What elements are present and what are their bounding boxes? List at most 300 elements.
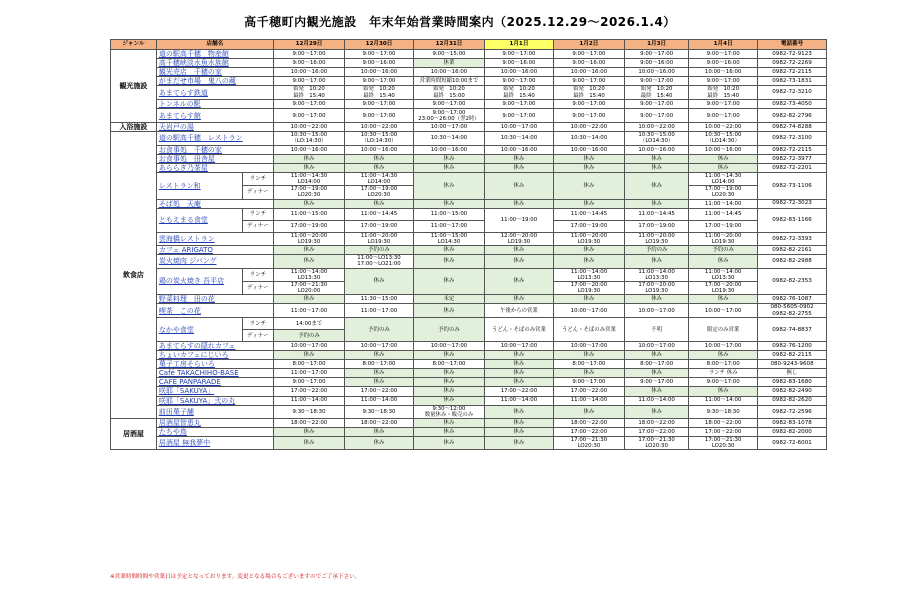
hours-cell: 10:00～16:00 xyxy=(553,145,624,154)
hours-cell: 11:00～14:30 LO14:00 xyxy=(689,172,758,185)
dinner-label: ディナー xyxy=(242,281,273,294)
hours-cell: 17:00～19:00 xyxy=(624,220,688,232)
phone-number: 0982-82-2115 xyxy=(758,351,827,360)
phone-number: 080-9243-9608 xyxy=(758,360,827,369)
phone-number: 0982-82-2620 xyxy=(758,396,827,405)
hours-cell: 10:00～17:00 xyxy=(624,342,688,351)
hours-cell: 10:00～22:00 xyxy=(553,123,624,132)
phone-number: 0982-72-3393 xyxy=(758,232,827,245)
hours-cell: 休み xyxy=(553,199,624,208)
hours-cell: 休み xyxy=(273,295,344,304)
table-row xyxy=(111,59,827,68)
hours-cell: 10:00～16:00 xyxy=(273,68,344,77)
hours-cell: 10:00～16:00 xyxy=(273,145,344,154)
hours-cell: 17:00～21:30 LO20:30 xyxy=(624,437,688,450)
hours-cell: 9:00～17:00 xyxy=(273,50,344,59)
table-row xyxy=(111,255,827,268)
hours-cell: 休み xyxy=(413,246,484,255)
hours-cell: 17:00～20:00 LO19:30 xyxy=(624,281,688,294)
store-name[interactable]: 高千穂峡淡水魚水族館 xyxy=(156,59,273,68)
store-name[interactable]: 居酒屋智恵丸 xyxy=(156,418,273,427)
hours-cell: 9:00～17:00 xyxy=(624,100,688,109)
hours-cell: 17:00～19:00 LO20:30 xyxy=(689,186,758,199)
hours-cell: 休み xyxy=(624,295,688,304)
store-name[interactable]: CAFÉ PANPARADE xyxy=(156,378,273,387)
hours-cell: うどん・そばのみ営業 xyxy=(553,318,624,342)
hours-cell: 始発 10:20 最終 15:40 xyxy=(689,86,758,100)
phone-number: 0982-72-3977 xyxy=(758,154,827,163)
hours-table xyxy=(110,39,827,450)
phone-number: 無し xyxy=(758,369,827,378)
hours-cell: 休み xyxy=(689,295,758,304)
genre-label: 飲食店 xyxy=(111,132,157,419)
hours-cell: 休み xyxy=(485,295,554,304)
hours-cell: 10:00～17:00 xyxy=(413,123,484,132)
phone-number: 0982-83-1166 xyxy=(758,208,827,232)
table-row xyxy=(111,163,827,172)
hours-cell: 10:00～17:00 xyxy=(553,304,624,318)
hours-cell: 休み xyxy=(413,172,484,199)
hours-cell: 休み xyxy=(689,387,758,396)
hours-cell: 10:00～16:00 xyxy=(345,145,414,154)
header-dec29: 12月29日 xyxy=(273,40,344,50)
hours-cell: 予約のみ xyxy=(689,246,758,255)
phone-number: 0982-82-2000 xyxy=(758,428,827,437)
hours-cell: 11:00～17:00 xyxy=(273,369,344,378)
hours-cell: 11:00～14:00 xyxy=(689,396,758,405)
hours-cell: 11:00～20:00 LO19:30 xyxy=(553,232,624,245)
hours-cell: 9:00～16:00 xyxy=(345,59,414,68)
phone-number: 0982-82-2353 xyxy=(758,268,827,295)
hours-cell: 8:00～17:00 xyxy=(345,360,414,369)
hours-cell: 17:00～22:00 xyxy=(345,387,414,396)
store-name[interactable]: 菓子工房そらいろ xyxy=(156,360,273,369)
hours-cell: 9:00～17:00 xyxy=(553,109,624,123)
hours-cell: 休み xyxy=(345,154,414,163)
hours-cell: 休み xyxy=(485,255,554,268)
hours-cell: 17:00～19:00 LO20:30 xyxy=(273,186,344,199)
hours-cell: 17:00～20:00 LO19:30 xyxy=(689,281,758,294)
hours-cell: 休み xyxy=(485,199,554,208)
hours-cell: 休み xyxy=(413,304,484,318)
table-row xyxy=(111,145,827,154)
hours-cell: 始発 10:20 最終 15:00 xyxy=(413,86,484,100)
store-name[interactable]: ともえまる食堂 xyxy=(156,208,242,232)
hours-cell: 9:00～17:00 xyxy=(689,100,758,109)
hours-cell: 休み xyxy=(413,255,484,268)
hours-cell: 休み xyxy=(485,246,554,255)
hours-cell: 予約のみ xyxy=(345,318,414,342)
header-dec31: 12月31日 xyxy=(413,40,484,50)
hours-cell: 10:30～15:00 （LO:14:30） xyxy=(345,132,414,145)
phone-number: 0982-72-3023 xyxy=(758,199,827,208)
hours-cell: 9:30～18:30 xyxy=(345,405,414,418)
hours-cell: 18:00～22:00 xyxy=(689,418,758,427)
hours-cell: 18:00～22:00 xyxy=(345,418,414,427)
hours-cell: 17:00～20:00 LO19:30 xyxy=(553,281,624,294)
hours-cell: 休み xyxy=(485,405,554,418)
hours-cell: 14:00まで xyxy=(273,318,344,330)
page-title: 高千穂町内観光施設 年末年始営業時間案内（2025.12.29～2026.1.4） xyxy=(244,15,676,29)
hours-cell: 休み xyxy=(485,268,554,295)
hours-cell: 9:00～17:00 xyxy=(345,109,414,123)
hours-cell: 11:00～14:00 xyxy=(345,396,414,405)
phone-number: 0982-83-1680 xyxy=(758,378,827,387)
store-name[interactable]: たちや鳥 xyxy=(156,428,273,437)
hours-cell: 9:00～17:00 xyxy=(689,77,758,86)
hours-cell: 17:00～22:00 xyxy=(689,428,758,437)
hours-cell: 始発 10:20 最終 15:40 xyxy=(345,86,414,100)
store-name[interactable]: がまだせ市場 鬼八の蔵 xyxy=(156,77,273,86)
lunch-label: ランチ xyxy=(242,172,273,185)
hours-cell: 10:00～22:00 xyxy=(345,123,414,132)
hours-cell: 休み xyxy=(413,378,484,387)
hours-cell: 休み xyxy=(485,154,554,163)
phone-number: 0982-73-4050 xyxy=(758,100,827,109)
hours-cell: 9:00～17:00 xyxy=(273,77,344,86)
table-row xyxy=(111,387,827,396)
hours-cell: 休み xyxy=(624,154,688,163)
table-row xyxy=(111,268,827,281)
table-row xyxy=(111,109,827,123)
phone-number: 0982-72-9123 xyxy=(758,50,827,59)
table-row xyxy=(111,50,827,59)
phone-number: 0982-72-3100 xyxy=(758,132,827,145)
hours-cell: 9:00～17:00 xyxy=(624,50,688,59)
table-row xyxy=(111,304,827,318)
hours-cell: 休み xyxy=(273,163,344,172)
store-name[interactable]: あまてらす鉄道 xyxy=(156,86,273,100)
hours-cell: 10:30～15:00 （LO14:30） xyxy=(689,132,758,145)
store-name[interactable]: 咲耶「SAKUYA」 xyxy=(156,387,273,396)
hours-cell: 9:00～17:00 xyxy=(689,50,758,59)
store-name[interactable]: ちょいカフェにじいろ xyxy=(156,351,273,360)
table-row xyxy=(111,232,827,245)
hours-cell: 9:00～17:00 xyxy=(485,109,554,123)
header-jan4: 1月4日 xyxy=(689,40,758,50)
hours-cell: 休み xyxy=(413,199,484,208)
header-jan3: 1月3日 xyxy=(624,40,688,50)
hours-cell: 9:00～17:00 xyxy=(553,378,624,387)
hours-cell: 11:00～15:00 xyxy=(413,208,484,220)
header-jan2: 1月2日 xyxy=(553,40,624,50)
phone-number: 0982-72-2115 xyxy=(758,145,827,154)
hours-cell: 休み xyxy=(273,437,344,450)
hours-cell: 11:00～14:45 xyxy=(345,208,414,220)
phone-number: 080-5605-0902 0982-82-2755 xyxy=(758,304,827,318)
table-row xyxy=(111,351,827,360)
hours-cell: 9:00～16:00 xyxy=(624,59,688,68)
hours-cell: 10:00～16:00 xyxy=(485,145,554,154)
hours-cell: 11:00～14:00 xyxy=(624,396,688,405)
hours-cell: 休み xyxy=(413,387,484,396)
phone-number: 0982-72-2269 xyxy=(758,59,827,68)
store-name[interactable]: お食事処 千穂の家 xyxy=(156,145,273,154)
store-name[interactable]: あまてらすの隠れカフェ xyxy=(156,342,273,351)
hours-cell: 11:00～14:30 LO14:00 xyxy=(345,172,414,185)
hours-cell: 休み xyxy=(485,163,554,172)
table-row xyxy=(111,199,827,208)
hours-cell: 休み xyxy=(553,246,624,255)
phone-number: 0982-74-8288 xyxy=(758,123,827,132)
hours-cell: 休み xyxy=(485,369,554,378)
table-row xyxy=(111,318,827,330)
store-name[interactable]: 炭火焼肉 ジバング xyxy=(156,255,273,268)
store-name[interactable]: トンネルの駅 xyxy=(156,100,273,109)
hours-cell: 10:30～14:00 xyxy=(553,132,624,145)
hours-cell: 10:00～22:00 xyxy=(624,123,688,132)
hours-cell: 休み xyxy=(624,172,688,199)
hours-cell: 限定のみ営業 xyxy=(689,318,758,342)
hours-cell: 11:00～15:00 xyxy=(273,208,344,220)
hours-cell: 11:00～17:00 xyxy=(273,304,344,318)
hours-cell: 休み xyxy=(413,396,484,405)
store-name[interactable]: 前田菓子舗 xyxy=(156,405,273,418)
phone-number: 0982-72-6001 xyxy=(758,437,827,450)
table-row xyxy=(111,208,827,220)
hours-cell: 始発 10:20 最終 15:40 xyxy=(273,86,344,100)
store-name[interactable]: なかや食堂 xyxy=(156,318,242,342)
hours-cell: 17:00～21:30 LO20:00 xyxy=(273,281,344,294)
hours-cell: 休み xyxy=(273,199,344,208)
hours-cell: 休み xyxy=(273,246,344,255)
store-name[interactable]: 観光売店 千穂の家 xyxy=(156,68,273,77)
store-name[interactable]: レストラン和 xyxy=(156,172,242,199)
hours-cell: 11:00～14:00 LO13:30 xyxy=(689,268,758,281)
hours-cell: 休み xyxy=(553,369,624,378)
hours-cell: 11:00～19:00 xyxy=(485,208,554,232)
hours-cell: 9:00～17:00 xyxy=(345,77,414,86)
hours-cell: 9:00～17:00 xyxy=(273,100,344,109)
hours-cell: 休み xyxy=(345,437,414,450)
table-row xyxy=(111,396,827,405)
hours-cell: 休み xyxy=(413,154,484,163)
table-row xyxy=(111,369,827,378)
hours-cell: 11:00～14:00 xyxy=(553,396,624,405)
store-name[interactable]: 鶏の炭火焼き 吾平店 xyxy=(156,268,242,295)
hours-cell: 18:00～22:00 xyxy=(624,418,688,427)
hours-cell: 10:00～17:00 xyxy=(273,342,344,351)
hours-cell: 営業時間短縮10:00まで xyxy=(413,77,484,86)
table-row xyxy=(111,360,827,369)
hours-cell: 10:00～17:00 xyxy=(485,123,554,132)
hours-cell: 9:00～17:00 xyxy=(485,50,554,59)
hours-cell: 9:00～17:00 xyxy=(345,100,414,109)
store-name[interactable]: お食事処 田舎屋 xyxy=(156,154,273,163)
hours-cell: 10:00～17:00 xyxy=(345,342,414,351)
hours-cell: 休み xyxy=(553,405,624,418)
hours-cell: 休み xyxy=(273,351,344,360)
store-name[interactable]: 天岩戸の湯 xyxy=(156,123,273,132)
hours-cell: 予約のみ xyxy=(624,246,688,255)
hours-cell: 10:00～17:00 xyxy=(553,342,624,351)
hours-cell: 休み xyxy=(413,428,484,437)
hours-cell: 不明 xyxy=(624,318,688,342)
hours-cell: 18:00～22:00 xyxy=(553,418,624,427)
hours-cell: 休み xyxy=(624,405,688,418)
hours-cell: 休み xyxy=(345,268,414,295)
hours-cell: 9:00～17:00 xyxy=(553,50,624,59)
hours-cell: うどん・そばのみ営業 xyxy=(485,318,554,342)
hours-cell: 8:00～17:00 xyxy=(553,360,624,369)
hours-cell: 休み xyxy=(624,255,688,268)
phone-number: 0982-83-1078 xyxy=(758,418,827,427)
hours-cell: 休み xyxy=(413,418,484,427)
store-name[interactable]: 道の駅高千穂 物産館 xyxy=(156,50,273,59)
hours-cell: 9:00～17:00 xyxy=(413,100,484,109)
lunch-label: ランチ xyxy=(242,268,273,281)
hours-cell: 10:30～14:00 xyxy=(485,132,554,145)
hours-cell: 11:00～20:00 LO19:30 xyxy=(624,232,688,245)
hours-cell: 始発 10:20 最終 15:40 xyxy=(553,86,624,100)
store-name[interactable]: 居酒屋 無我夢中 xyxy=(156,437,273,450)
hours-cell: 11:00～14:00 xyxy=(273,396,344,405)
hours-cell: 休み xyxy=(345,351,414,360)
table-row xyxy=(111,246,827,255)
hours-cell: 休み xyxy=(553,172,624,199)
hours-cell: 休み xyxy=(485,360,554,369)
table-row xyxy=(111,154,827,163)
store-name[interactable]: あまてらす館 xyxy=(156,109,273,123)
hours-cell: 9:00～17:00 xyxy=(273,109,344,123)
genre-label: 居酒屋 xyxy=(111,418,157,450)
hours-cell: 10:00～16:00 xyxy=(624,145,688,154)
store-name[interactable]: あららぎ乃茶屋 xyxy=(156,163,273,172)
hours-cell: 9:00～17:00 xyxy=(624,378,688,387)
hours-cell: 17:00～19:00 LO20:30 xyxy=(345,186,414,199)
table-row xyxy=(111,172,827,185)
dinner-label: ディナー xyxy=(242,220,273,232)
hours-cell: 9:30～18:30 xyxy=(273,405,344,418)
hours-cell: 11:00～17:00 xyxy=(345,304,414,318)
hours-cell: 9:00～17:00 xyxy=(689,378,758,387)
hours-cell: 9:00～17:00 xyxy=(273,378,344,387)
store-name[interactable]: Café TAKACHIHO-BASE xyxy=(156,369,273,378)
hours-cell: 休み xyxy=(345,199,414,208)
store-name[interactable]: そば処 天庵 xyxy=(156,199,273,208)
hours-cell: 休み xyxy=(485,418,554,427)
table-row xyxy=(111,428,827,437)
hours-cell: 休み xyxy=(624,369,688,378)
hours-cell: 休み xyxy=(485,351,554,360)
hours-cell: 18:00～22:00 xyxy=(273,418,344,427)
table-row xyxy=(111,378,827,387)
hours-cell: 10:00～17:00 xyxy=(624,304,688,318)
hours-cell: 予約のみ xyxy=(273,330,344,342)
hours-cell: 9:00～16:00 xyxy=(689,59,758,68)
hours-cell: 17:00～22:00 xyxy=(553,428,624,437)
store-name[interactable]: 咲耶「SAKUYA」弐の丸 xyxy=(156,396,273,405)
hours-cell: 未定 xyxy=(413,295,484,304)
hours-cell: 9:00～16:00 xyxy=(553,59,624,68)
hours-cell: 10:00～16:00 xyxy=(485,68,554,77)
hours-cell: 9:00～17:00 xyxy=(485,100,554,109)
hours-cell: 8:00～17:00 xyxy=(624,360,688,369)
phone-number: 0982-72-2201 xyxy=(758,163,827,172)
hours-cell: 9:00～17:00 xyxy=(345,50,414,59)
hours-cell: 10:00～22:00 xyxy=(273,123,344,132)
lunch-label: ランチ xyxy=(242,208,273,220)
hours-cell: 11:00～20:00 LO19:30 xyxy=(273,232,344,245)
hours-cell: 10:00～16:00 xyxy=(624,68,688,77)
hours-cell: 11:00～14:00 LO13:30 xyxy=(273,268,344,281)
hours-cell: 休み xyxy=(273,154,344,163)
hours-cell: 9:30～18:30 xyxy=(689,405,758,418)
phone-number: 0982-74-8837 xyxy=(758,318,827,342)
hours-cell: 休み xyxy=(689,163,758,172)
hours-cell: 9:00～17:00 xyxy=(624,77,688,86)
phone-number: 0982-76-1087 xyxy=(758,295,827,304)
store-name[interactable]: 野菜料理 田の花 xyxy=(156,295,273,304)
hours-cell: 休み xyxy=(485,378,554,387)
hours-cell: 17:00～22:00 xyxy=(273,387,344,396)
hours-cell: 休み xyxy=(345,428,414,437)
phone-number: 0982-73-1106 xyxy=(758,172,827,199)
phone-number: 0982-72-3210 xyxy=(758,86,827,100)
hours-cell: 17:00～19:00 xyxy=(689,220,758,232)
hours-cell: 17:00～21:30 LO20:30 xyxy=(689,437,758,450)
hours-cell: 11:00～20:00 LO19:30 xyxy=(689,232,758,245)
table-row xyxy=(111,86,827,100)
hours-cell: 9:00～17:00 xyxy=(553,100,624,109)
header-store: 店舗名 xyxy=(156,40,273,50)
table-row xyxy=(111,418,827,427)
store-name[interactable]: 喫茶 この花 xyxy=(156,304,273,318)
phone-number: 0982-82-2161 xyxy=(758,246,827,255)
table-row xyxy=(111,437,827,450)
hours-cell: 休み xyxy=(624,163,688,172)
hours-cell: 10:00～17:00 xyxy=(485,342,554,351)
hours-cell: 10:30～15:00 （LO:14:30） xyxy=(273,132,344,145)
hours-cell: 休み xyxy=(485,172,554,199)
hours-cell: 11:30～15:00 xyxy=(345,295,414,304)
header-genre: ジャンル xyxy=(111,40,157,50)
hours-cell: 休み xyxy=(624,351,688,360)
hours-cell: 休み xyxy=(485,437,554,450)
phone-number: 0982-82-2490 xyxy=(758,387,827,396)
store-name[interactable]: 雲海橋レストラン xyxy=(156,232,273,245)
hours-cell: 9:00～16:00 xyxy=(485,59,554,68)
hours-cell: 17:00～19:00 xyxy=(273,220,344,232)
store-name[interactable]: 道の駅高千穂 レストラン xyxy=(156,132,273,145)
phone-number: 0982-82-2988 xyxy=(758,255,827,268)
genre-label: 観光施設 xyxy=(111,50,157,123)
hours-cell: 始発 10:20 最終 15:40 xyxy=(624,86,688,100)
table-row xyxy=(111,123,827,132)
header-phone: 電話番号 xyxy=(758,40,827,50)
hours-cell: 10:00～16:00 xyxy=(413,68,484,77)
header-jan1: 1月1日 xyxy=(485,40,554,50)
hours-cell: 休み xyxy=(485,428,554,437)
table-row xyxy=(111,77,827,86)
hours-cell: 9:00～16:00 xyxy=(273,59,344,68)
hours-cell: 11:00～17:00 xyxy=(413,220,484,232)
hours-cell: 休み xyxy=(413,369,484,378)
store-name[interactable]: カフェ ARIGATO xyxy=(156,246,273,255)
hours-cell: 11:00～14:45 xyxy=(624,208,688,220)
hours-cell: 休み xyxy=(624,199,688,208)
dinner-label: ディナー xyxy=(242,186,273,199)
hours-cell: 11:00～14:45 xyxy=(553,208,624,220)
hours-cell: 休み xyxy=(345,378,414,387)
dinner-label: ディナー xyxy=(242,330,273,342)
hours-cell: 休み xyxy=(273,255,344,268)
hours-cell: 17:00～22:00 xyxy=(624,428,688,437)
hours-cell: 11:00～14:00 LO13:30 xyxy=(553,268,624,281)
hours-cell: 17:00～19:00 xyxy=(345,220,414,232)
hours-cell: 予約のみ xyxy=(413,318,484,342)
hours-cell: 10:00～17:00 xyxy=(689,304,758,318)
